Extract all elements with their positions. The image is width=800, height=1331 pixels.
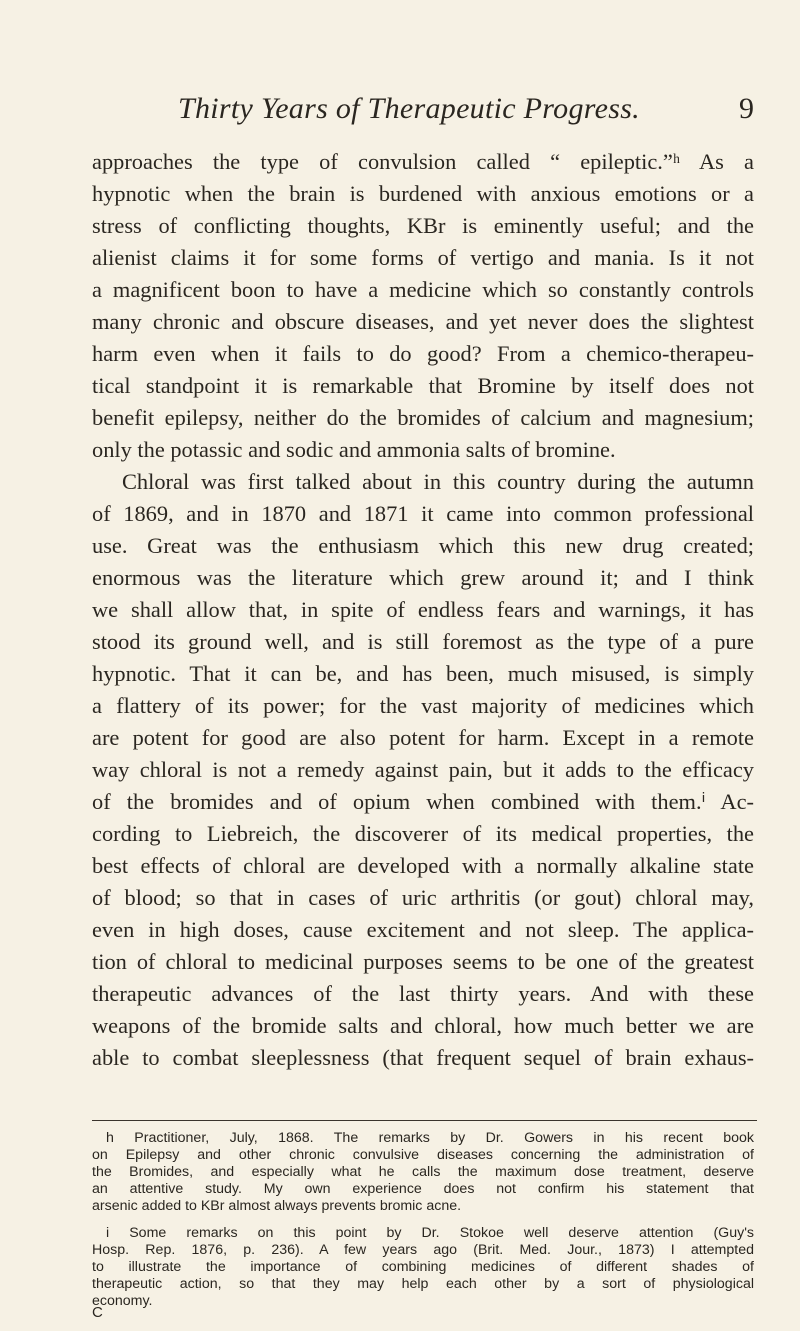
text-line: harm even when it fails to do good? From a chemico-therapeu- [92,341,754,366]
footnote-line: i Some remarks on this point by Dr. Stokoe well deserve attention (Guy's [106,1225,754,1241]
text-line: are potent for good are also potent for harm. Except in a remote [92,725,754,750]
text-line: weapons of the bromide salts and chloral, how much better we are [92,1013,754,1038]
text-line: only the potassic and sodic and ammonia salts of bromine. [92,437,616,462]
text-line: we shall allow that, in spite of endless fears and warnings, it has [92,597,754,622]
text-line: therapeutic advances of the last thirty years. And with these [92,981,754,1006]
footnote-line: economy. [92,1293,153,1309]
text-line: even in high doses, cause excitement and not sleep. The applica- [92,917,754,942]
text-line: tion of chloral to medicinal purposes seems to be one of the greatest [92,949,754,974]
text-line: alienist claims it for some forms of vertigo and mania. Is it not [92,245,754,270]
text-line: way chloral is not a remedy against pain, but it adds to the efficacy [92,757,754,782]
text-line: a flattery of its power; for the vast majority of medicines which [92,693,754,718]
footnote-line: Hosp. Rep. 1876, p. 236). A few years ago (Brit. Med. Jour., 1873) I attempted [92,1242,754,1258]
text-line: Chloral was first talked about in this country during the autumn [122,469,754,494]
text-line: able to combat sleeplessness (that frequent sequel of brain exhaus- [92,1045,754,1070]
page-number: 9 [739,92,754,125]
text-line: approaches the type of convulsion called “ epileptic.”ʰ As a [92,149,754,174]
footnote-line: therapeutic action, so that they may help each other by a sort of physiological [92,1276,754,1292]
text-line: hypnotic. That it can be, and has been, much misused, is simply [92,661,754,686]
signature-mark: C [92,1304,103,1321]
footnote-line: to illustrate the importance of combining medicines of different shades of [92,1259,754,1275]
footnote-line: on Epilepsy and other chronic convulsive diseases concerning the administration of [92,1147,754,1163]
text-line: enormous was the literature which grew around it; and I think [92,565,754,590]
footnote-divider [92,1120,757,1121]
text-line: hypnotic when the brain is burdened with anxious emotions or a [92,181,754,206]
text-line: tical standpoint it is remarkable that Bromine by itself does not [92,373,754,398]
running-title: Thirty Years of Therapeutic Progress. [178,92,640,125]
text-line: a magnificent boon to have a medicine which so constantly controls [92,277,754,302]
footnote-line: an attentive study. My own experience does not confirm his statement that [92,1181,754,1197]
text-line: of the bromides and of opium when combined with them.ⁱ Ac- [92,789,754,814]
footnote-line: the Bromides, and especially what he calls the maximum dose treatment, deserve [92,1164,754,1180]
text-line: use. Great was the enthusiasm which this new drug created; [92,533,754,558]
text-line: of 1869, and in 1870 and 1871 it came into common professional [92,501,754,526]
footnote-line: h Practitioner, July, 1868. The remarks by Dr. Gowers in his recent book [106,1130,754,1146]
text-line: of blood; so that in cases of uric arthritis (or gout) chloral may, [92,885,754,910]
text-line: stood its ground well, and is still foremost as the type of a pure [92,629,754,654]
running-head [94,92,754,132]
text-line: many chronic and obscure diseases, and yet never does the slightest [92,309,754,334]
text-line: benefit epilepsy, neither do the bromides of calcium and magnesium; [92,405,754,430]
text-line: stress of conflicting thoughts, KBr is eminently useful; and the [92,213,754,238]
footnotes [92,1130,754,1310]
body-text [92,146,754,1074]
footnote-line: arsenic added to KBr almost always prevents bromic acne. [92,1198,462,1214]
text-line: cording to Liebreich, the discoverer of its medical properties, the [92,821,754,846]
text-line: best effects of chloral are developed with a normally alkaline state [92,853,754,878]
